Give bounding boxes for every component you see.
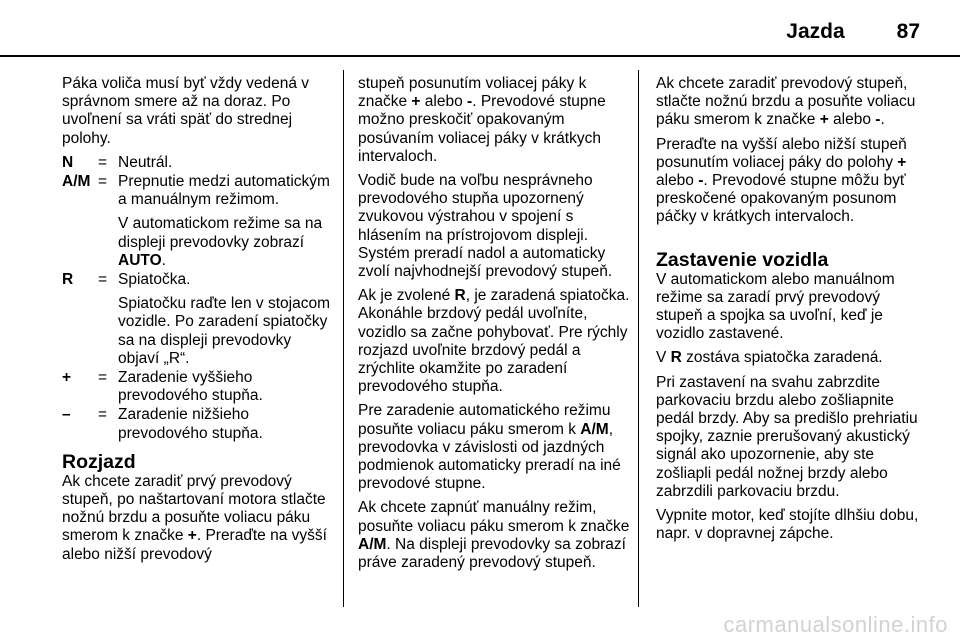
paragraph-text: . Prevodové stupne môžu byť preskočené opakovaným posunom páčky v krátkych intervaloch.	[656, 172, 906, 226]
paragraph-text: .	[880, 111, 885, 129]
definition-equals: =	[98, 173, 108, 191]
paragraph-text: alebo	[656, 172, 699, 190]
definition-note	[118, 215, 334, 270]
paragraph: Vodič bude na voľbu nesprávneho prevodového stupňa upozornený zvukovou výstrahou v spojení s hlásením na prístrojovom displeji. Systém preradí nadol a automaticky zvolí najvhodnejší prevodový stupeň.	[358, 172, 613, 281]
symbol-plus: +	[411, 93, 421, 111]
definition-equals: =	[98, 271, 108, 289]
paragraph-text: Ak chcete zaradiť prvý prevodový stupeň, po naštartovaní motora stlačte nožnú brzdu a posuňte voliacu páku smerom k značke	[62, 472, 326, 545]
paragraph-text: . Prevodové stupne možno preskočiť opakovaným posúvaním voliacej páky v krátkych intervaloch.	[358, 93, 606, 165]
paragraph-text: Ak je zvolené	[358, 287, 455, 305]
selector-positions-list	[62, 154, 334, 443]
paragraph-text: . Preraďte na vyšší alebo nižší prevodový	[62, 527, 327, 563]
definition-row-am	[62, 173, 334, 270]
paragraph: Pri zastavení na svahu zabrzdite parkovaciu brzdu alebo zošliapnite pedál brzdy. Aby sa predišlo prehriatiu spojky, zaznie prerušovaný akustický signál ako upozornenie, aby ste zošliapli pedál nožnej brzdy alebo zabrzdili parkovaciu brzdu.	[656, 373, 918, 500]
note-bold: AUTO	[118, 251, 162, 269]
section-heading-rozjazd: Rozjazd	[62, 450, 136, 473]
page-header	[786, 14, 920, 50]
symbol-minus: -	[467, 93, 473, 111]
symbol-am: A/M	[358, 535, 387, 553]
paragraph	[656, 349, 928, 367]
intro-paragraph: Páka voliča musí byť vždy vedená v správnom smere až na doraz. Po uvoľnení sa vráti späť do strednej polohy.	[62, 75, 310, 147]
column-1	[62, 75, 334, 570]
paragraph-text: alebo	[828, 111, 876, 129]
definition-term: –	[62, 406, 71, 424]
symbol-r: R	[670, 349, 682, 367]
definition-desc-block	[118, 271, 334, 368]
paragraph-text: alebo	[420, 93, 468, 111]
definition-note: Spiatočku raďte len v stojacom vozidle. Po zaradení spiatočky sa na displeji prevodovky objaví „R“.	[118, 295, 330, 367]
header-rule	[0, 55, 960, 57]
symbol-plus: +	[819, 111, 829, 129]
definition-term: N	[62, 153, 74, 171]
paragraph-text: zostáva spiatočka zaradená.	[681, 349, 883, 367]
paragraph-text: , prevodovka v závislosti od jazdných podmienok automaticky preradí na iné prevodové stupne.	[358, 420, 621, 493]
paragraph-text: stupeň posunutím voliacej páky k značke	[358, 75, 587, 111]
definition-desc: Zaradenie nižšieho prevodového stupňa.	[118, 406, 263, 442]
definition-desc: Zaradenie vyššieho prevodového stupňa.	[118, 369, 263, 405]
paragraph	[656, 75, 928, 130]
paragraph	[358, 499, 630, 572]
paragraph	[358, 402, 630, 493]
watermark: carmanualsonline.info	[723, 612, 948, 637]
definition-row-plus	[62, 369, 334, 405]
symbol-minus: -	[698, 172, 704, 190]
note-text: V automatickom režime sa na displeji prevodovky zobrazí	[118, 215, 323, 251]
definition-equals: =	[98, 406, 108, 424]
note-text: .	[161, 251, 166, 269]
paragraph-text: Ak chcete zapnúť manuálny režim, posuňte voliacu páku smerom k značke	[358, 499, 630, 535]
page-title: Jazda	[786, 20, 845, 43]
paragraph	[358, 75, 630, 166]
column-divider-1	[343, 70, 344, 607]
symbol-am: A/M	[580, 420, 609, 438]
paragraph-text: Ak chcete zaradiť prevodový stupeň, stlačte nožnú brzdu a posuňte voliacu páku smerom k značke	[656, 75, 916, 129]
rozjazd-paragraph	[62, 473, 334, 564]
paragraph-text: . Na displeji prevodovky sa zobrazí práve zaradený prevodový stupeň.	[358, 535, 626, 572]
definition-desc: Spiatočka.	[118, 271, 191, 289]
definition-term: R	[62, 271, 74, 289]
column-divider-2	[638, 70, 639, 607]
definition-row-r	[62, 271, 334, 368]
paragraph	[358, 287, 630, 396]
paragraph: Vypnite motor, keď stojíte dlhšiu dobu, napr. v dopravnej zápche.	[656, 507, 919, 543]
definition-term: A/M	[62, 173, 91, 191]
paragraph-text: , je zaradená spiatočka. Akonáhle brzdový pedál uvoľníte, vozidlo sa začne pohybovať. Pre rýchly rozjazd uvoľnite brzdový pedál a zrýchlite okamžite po zaradení prevodového stupňa.	[358, 287, 630, 396]
definition-desc-block	[118, 173, 334, 270]
column-3	[656, 75, 928, 549]
paragraph-text: Pre zaradenie automatického režimu posuňte voliacu páku smerom k	[358, 402, 611, 438]
section-heading-zastavenie: Zastavenie vozidla	[656, 248, 829, 271]
definition-row-minus	[62, 406, 334, 442]
definition-row-n	[62, 154, 334, 172]
column-2	[358, 75, 630, 578]
page-number: 87	[896, 20, 920, 43]
symbol-r: R	[454, 287, 466, 305]
definition-desc: Prepnutie medzi automatickým a manuálnym režimom.	[118, 173, 330, 209]
paragraph: V automatickom alebo manuálnom režime sa zaradí prvý prevodový stupeň a spojka sa uvoľní, keď je vozidlo zastavené.	[656, 270, 895, 343]
definition-equals: =	[98, 369, 108, 387]
symbol-plus: +	[897, 153, 907, 171]
symbol-minus: -	[875, 111, 881, 129]
definition-desc: Neutrál.	[118, 153, 173, 171]
symbol-plus: +	[187, 527, 197, 545]
paragraph-text: V	[656, 349, 671, 367]
definition-term: +	[62, 369, 72, 387]
paragraph	[656, 136, 928, 227]
definition-equals: =	[98, 153, 108, 171]
paragraph-text: Preraďte na vyšší alebo nižší stupeň posunutím voliacej páky do polohy	[656, 135, 907, 171]
